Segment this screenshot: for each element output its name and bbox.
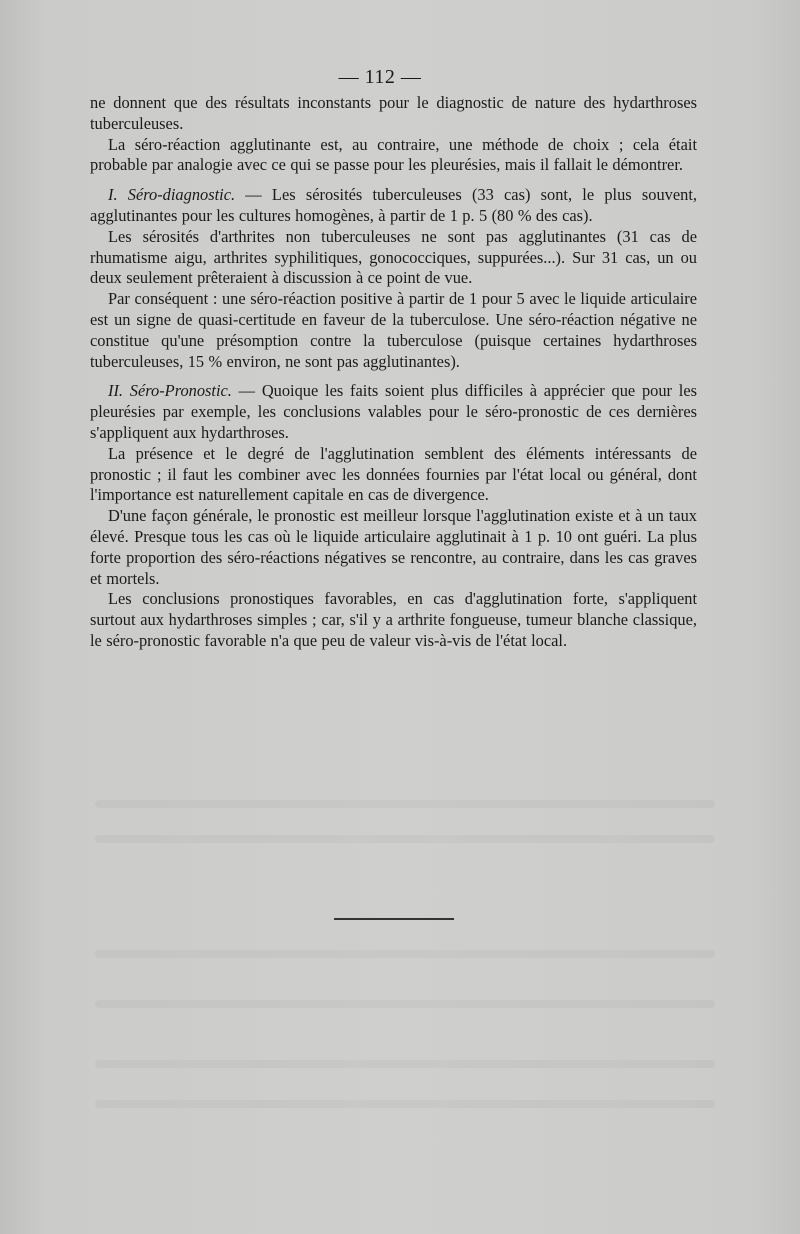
paragraph-text: — Quoique les faits soient plus difficiles à apprécier que pour les pleurésies par exemple, les conclusions valables pour le séro-pronostic de ces dernières s'appliquent aux hydarthroses. <box>90 381 697 442</box>
bleed-through-shadow <box>95 835 715 843</box>
bleed-through-shadow <box>95 950 715 958</box>
main-text <box>90 93 697 652</box>
section-one-paragraph <box>90 185 697 227</box>
paragraph: Par conséquent : une séro-réaction positive à partir de 1 pour 5 avec le liquide articulaire est un signe de quasi-certitude en faveur de la tuberculose. Une séro-réaction négative ne constitue qu'une présomption contre la tuberculose (puisque certaines hydarthroses tuberculeuses, 15 % environ, ne sont pas agglutinantes). <box>90 289 697 371</box>
bleed-through-shadow <box>95 1060 715 1068</box>
bleed-through-shadow <box>95 1100 715 1108</box>
paragraph: ne donnent que des résultats inconstants pour le diagnostic de nature des hydarthroses tuberculeuses. <box>90 93 697 133</box>
paragraph: D'une façon générale, le pronostic est meilleur lorsque l'agglutination existe et à un taux élevé. Presque tous les cas où le liquide articulaire agglutinait à 1 p. 10 ont guéri. La plus forte proportion des séro-réactions négatives se rencontre, au contraire, dans les cas graves et mortels. <box>90 506 697 588</box>
paragraph: Les sérosités d'arthrites non tuberculeuses ne sont pas agglutinantes (31 cas de rhumatisme aigu, arthrites syphilitiques, gonococciques, suppurées...). Sur 31 cas, un ou deux seulement prêteraient à discussion à ce point de vue. <box>90 226 697 288</box>
bleed-through-shadow <box>95 1000 715 1008</box>
section-two-paragraph <box>90 381 697 443</box>
paragraph: La séro-réaction agglutinante est, au contraire, une méthode de choix ; cela était probable par analogie avec ce qui se passe pour les pleurésies, mais il fallait le démontrer. <box>90 134 697 175</box>
horizontal-rule <box>334 918 454 920</box>
paragraph: Les conclusions pronostiques favorables, en cas d'agglutination forte, s'appliquent surtout aux hydarthroses simples ; car, s'il y a arthrite fongueuse, tumeur blanche classique, le séro-pronostic favorable n'a que peu de valeur vis-à-vis de l'état local. <box>90 589 697 650</box>
bleed-through-shadow <box>95 800 715 808</box>
page-number: — 112 — <box>338 66 422 88</box>
paragraph: La présence et le degré de l'agglutination semblent des éléments intéressants de pronostic ; il faut les combiner avec les données fournies par l'état local ou général, dont l'importance est naturellement capitale en cas de divergence. <box>90 443 697 505</box>
section-heading: II. Séro-Pronostic. <box>108 381 232 401</box>
paragraph-text: — Les sérosités tuberculeuses (33 cas) sont, le plus souvent, agglutinantes pour les cultures homogènes, à partir de 1 p. 5 (80 % des cas). <box>90 185 697 225</box>
section-heading: I. Séro-diagnostic. <box>108 185 236 205</box>
